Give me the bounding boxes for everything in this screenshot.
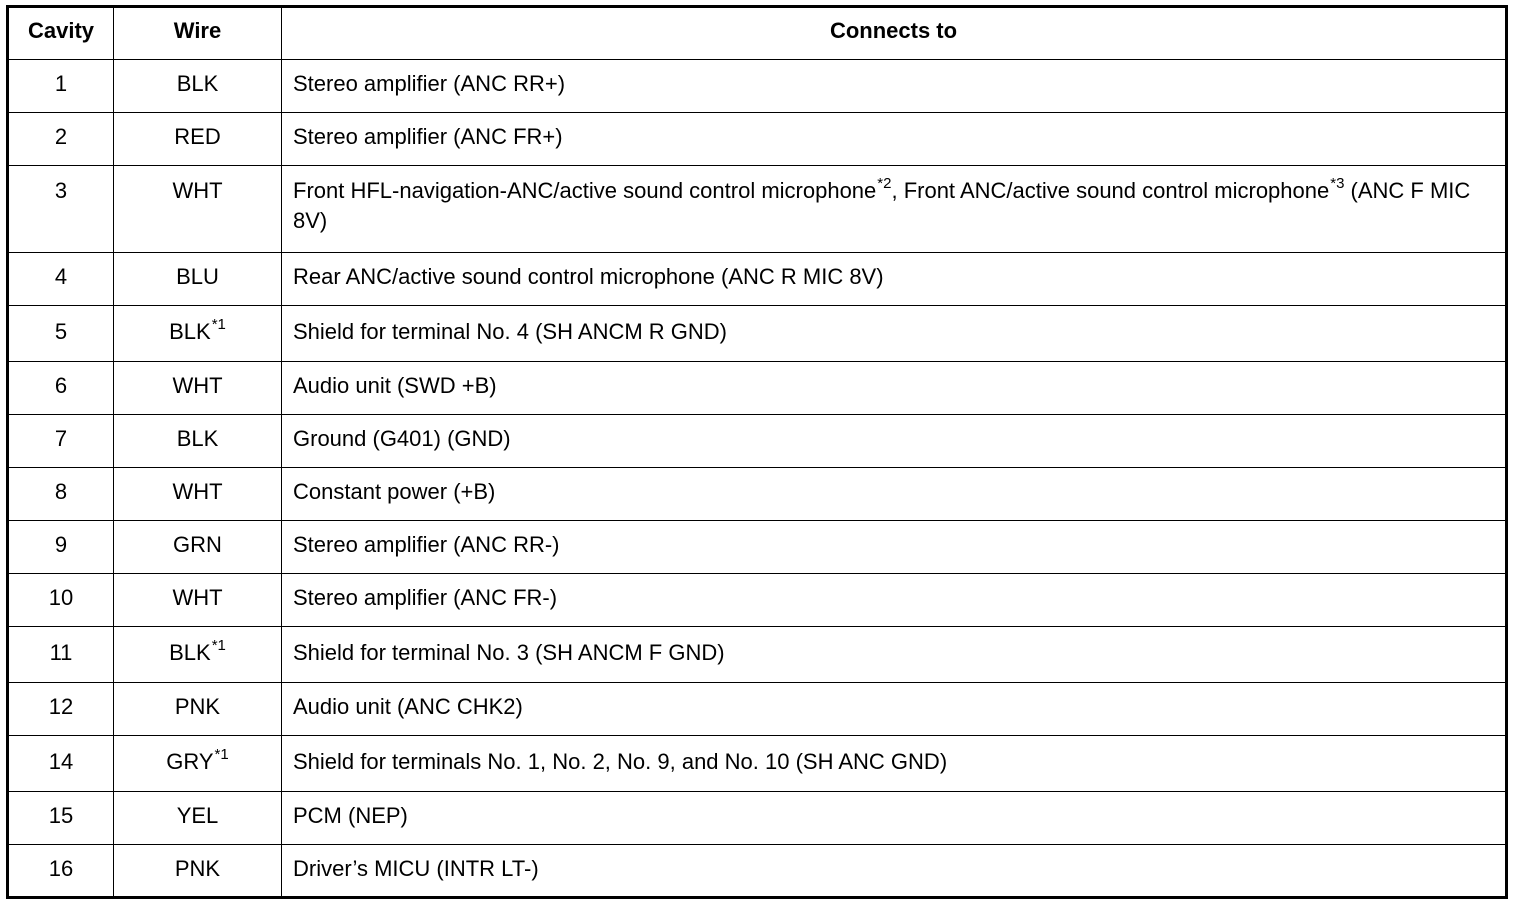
cavity-cell: 10 <box>8 574 114 627</box>
cavity-cell: 6 <box>8 362 114 415</box>
connects-to-text: , Front ANC/active sound control microphone <box>891 178 1330 203</box>
wire-color: WHT <box>172 178 223 203</box>
connects-to-cell: Rear ANC/active sound control microphone (ANC R MIC 8V) <box>282 253 1507 306</box>
wire-cell <box>114 521 282 574</box>
connects-to-cell: Audio unit (SWD +B) <box>282 362 1507 415</box>
wire-cell <box>114 574 282 627</box>
cavity-cell: 4 <box>8 253 114 306</box>
table-row <box>8 60 1507 113</box>
table-row <box>8 845 1507 898</box>
wire-color: BLK <box>169 640 211 665</box>
footnote-marker: *2 <box>877 174 892 192</box>
table-row <box>8 166 1507 253</box>
wire-cell <box>114 60 282 113</box>
wire-cell <box>114 627 282 683</box>
connects-to-cell: Ground (G401) (GND) <box>282 415 1507 468</box>
cavity-cell: 15 <box>8 792 114 845</box>
table-row <box>8 627 1507 683</box>
connects-to-cell: PCM (NEP) <box>282 792 1507 845</box>
cavity-cell: 14 <box>8 736 114 792</box>
table-row <box>8 736 1507 792</box>
wire-color: GRN <box>173 532 222 557</box>
connects-to-cell: Stereo amplifier (ANC FR-) <box>282 574 1507 627</box>
wire-color: BLK <box>169 319 211 344</box>
connector-pinout-table <box>6 5 1508 899</box>
wire-color: WHT <box>172 585 223 610</box>
wire-cell <box>114 253 282 306</box>
connects-to-text: (ANC F MIC 8V) <box>293 178 1471 233</box>
footnote-marker: *1 <box>211 636 226 654</box>
wire-cell <box>114 362 282 415</box>
table-row <box>8 574 1507 627</box>
wire-cell <box>114 792 282 845</box>
wire-color: RED <box>174 124 221 149</box>
wire-cell <box>114 113 282 166</box>
wire-color: PNK <box>174 856 221 881</box>
connects-to-cell: Constant power (+B) <box>282 468 1507 521</box>
connects-to-cell: Shield for terminal No. 3 (SH ANCM F GND) <box>282 627 1507 683</box>
wire-cell <box>114 415 282 468</box>
wire-color: GRY <box>166 749 214 774</box>
wire-color: WHT <box>172 373 223 398</box>
cavity-cell: 16 <box>8 845 114 898</box>
cavity-cell: 9 <box>8 521 114 574</box>
cavity-cell: 7 <box>8 415 114 468</box>
connects-to-cell: Shield for terminals No. 1, No. 2, No. 9, and No. 10 (SH ANC GND) <box>282 736 1507 792</box>
connects-to-cell: Shield for terminal No. 4 (SH ANCM R GND) <box>282 306 1507 362</box>
cavity-cell: 2 <box>8 113 114 166</box>
wire-cell <box>114 683 282 736</box>
table-row <box>8 415 1507 468</box>
column-header-cavity: Cavity <box>8 7 114 60</box>
wire-color: BLK <box>176 71 219 96</box>
wire-cell <box>114 468 282 521</box>
wire-cell <box>114 845 282 898</box>
column-header-connects-to: Connects to <box>282 7 1507 60</box>
column-header-wire: Wire <box>114 7 282 60</box>
cavity-cell: 12 <box>8 683 114 736</box>
footnote-marker: *1 <box>211 315 226 333</box>
connects-to-cell: Driver’s MICU (INTR LT-) <box>282 845 1507 898</box>
wire-color: YEL <box>176 803 219 828</box>
connects-to-text: Front HFL-navigation-ANC/active sound control microphone <box>293 178 877 203</box>
cavity-cell: 3 <box>8 166 114 253</box>
wire-color: WHT <box>172 479 223 504</box>
table-row <box>8 468 1507 521</box>
table-row <box>8 521 1507 574</box>
connector-pinout-sheet <box>6 5 1508 899</box>
connects-to-cell: Stereo amplifier (ANC RR-) <box>282 521 1507 574</box>
connects-to-cell: Audio unit (ANC CHK2) <box>282 683 1507 736</box>
cavity-cell: 5 <box>8 306 114 362</box>
table-row <box>8 683 1507 736</box>
table-row <box>8 113 1507 166</box>
wire-color: BLU <box>176 264 219 289</box>
table-row <box>8 253 1507 306</box>
wire-color: PNK <box>174 694 221 719</box>
footnote-marker: *3 <box>1330 174 1345 192</box>
connects-to-cell <box>282 166 1507 253</box>
table-row <box>8 306 1507 362</box>
table-row <box>8 792 1507 845</box>
wire-cell <box>114 166 282 253</box>
footnote-marker: *1 <box>214 745 229 763</box>
wire-cell <box>114 306 282 362</box>
connects-to-cell: Stereo amplifier (ANC RR+) <box>282 60 1507 113</box>
wire-cell <box>114 736 282 792</box>
connects-to-cell: Stereo amplifier (ANC FR+) <box>282 113 1507 166</box>
table-row <box>8 362 1507 415</box>
cavity-cell: 1 <box>8 60 114 113</box>
cavity-cell: 8 <box>8 468 114 521</box>
table-header-row <box>8 7 1507 60</box>
wire-color: BLK <box>176 426 219 451</box>
cavity-cell: 11 <box>8 627 114 683</box>
